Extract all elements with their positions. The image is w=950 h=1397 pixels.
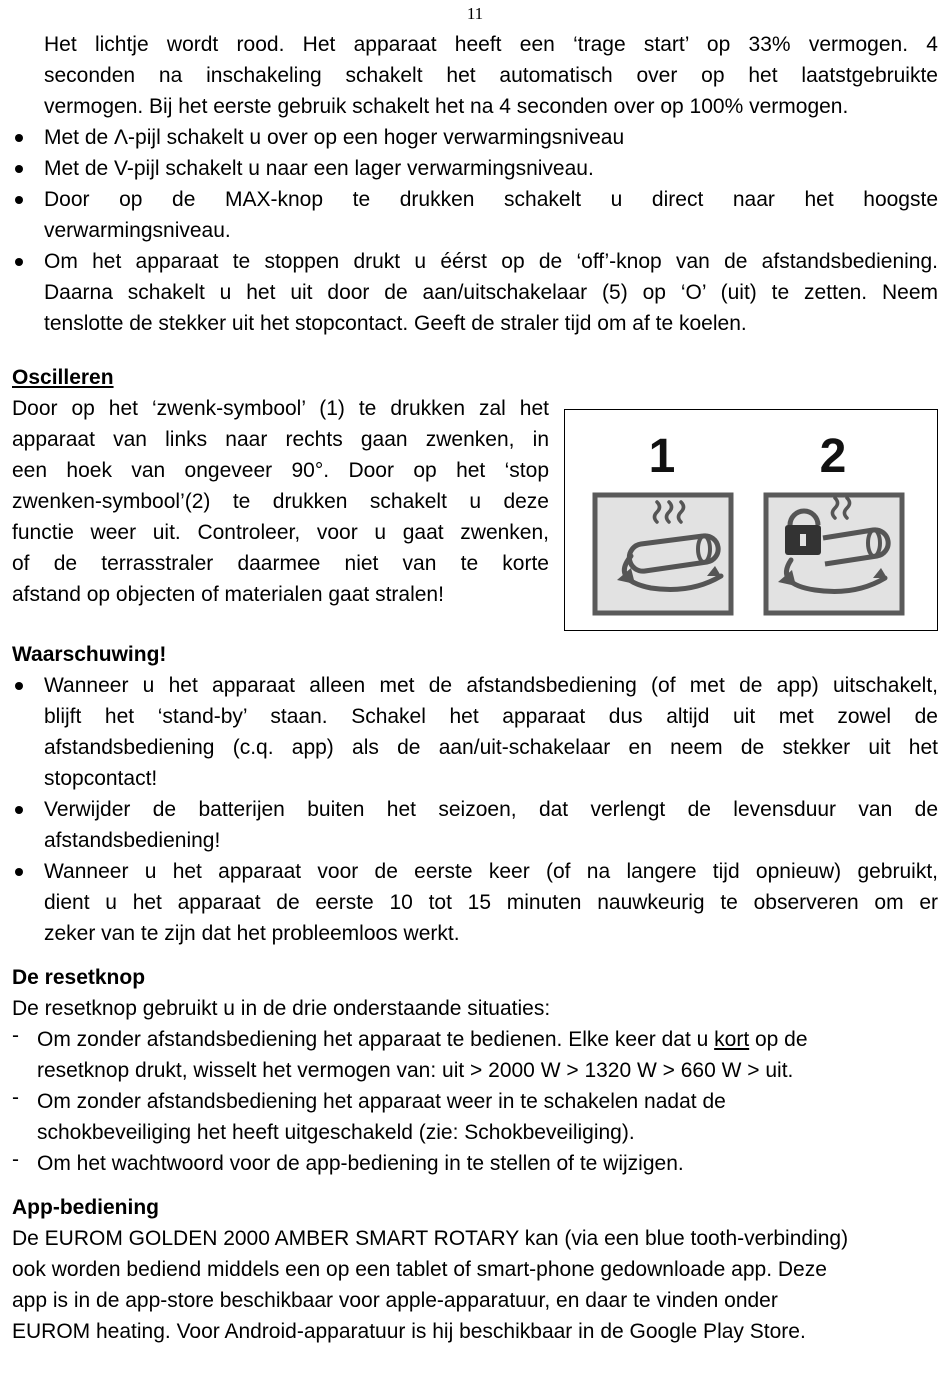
- list-item: [12, 122, 938, 153]
- paragraph-line: zwenken-symbool’(2) te drukken schakelt u deze: [12, 490, 549, 513]
- list-item-text: Verwijder de batterijen buiten het seizoen, dat verlengt de levensduur van de: [44, 798, 938, 821]
- list-item-text: Daarna schakelt u het uit door de aan/uitschakelaar (5) op ‘O’ (uit) te zetten. Neem: [44, 281, 938, 304]
- symbol-label-1: 1: [648, 430, 676, 483]
- list-item: [12, 184, 938, 246]
- page-number: 11: [466, 4, 484, 23]
- list-item-text: zeker van te zijn dat het probleemloos werkt.: [44, 922, 460, 945]
- section-heading: De resetknop: [12, 966, 146, 989]
- list-item: [12, 153, 938, 184]
- list-item-text: Wanneer u het apparaat voor de eerste keer (of na langere tijd opnieuw) gebruikt,: [44, 860, 938, 883]
- list-item: [12, 794, 938, 856]
- intro-line: seconden na inschakeling schakelt het automatisch over op het laatstgebruikte: [44, 64, 938, 87]
- list-item-text: stopcontact!: [44, 767, 158, 790]
- paragraph-line: afstand op objecten of materialen gaat stralen!: [12, 583, 444, 606]
- list-item-text: schokbeveiliging het heeft uitgeschakeld (zie: Schokbeveiliging).: [37, 1121, 635, 1144]
- intro-line: Het lichtje wordt rood. Het apparaat heeft een ‘trage start’ op 33% vermogen. 4: [44, 33, 938, 56]
- list-item: [12, 1024, 938, 1086]
- paragraph-line: een hoek van ongeveer 90°. Door op het ‘stop: [12, 459, 549, 482]
- list-item-text: resetknop drukt, wisselt het vermogen van: uit > 2000 W > 1320 W > 660 W > uit.: [37, 1059, 794, 1082]
- list-item-text: dient u het apparaat de eerste 10 tot 15 minuten nauwkeurig te observeren om er: [44, 891, 938, 914]
- warning-section: [12, 639, 938, 949]
- paragraph-line: of de terrasstraler daarmee niet van te korte: [12, 552, 549, 575]
- paragraph-line: De resetknop gebruikt u in de drie onderstaande situaties:: [12, 997, 551, 1020]
- list-item-text: blijft het ‘stand-by’ staan. Schakel het apparaat dus altijd uit met zowel de: [44, 705, 938, 728]
- list-item-text: afstandsbediening (c.q. app) als de aan/uit-schakelaar en neem de stekker uit het: [44, 736, 938, 759]
- paragraph-line: apparaat van links naar rechts gaan zwenken, in: [12, 428, 549, 451]
- app-control-section: [12, 1192, 938, 1347]
- underlined-word: kort: [714, 1028, 750, 1051]
- list-item-text: Met de Λ-pijl schakelt u over op een hoger verwarmingsniveau: [44, 126, 625, 149]
- text-segment: Om zonder afstandsbediening het apparaat te bedienen. Elke keer dat u: [37, 1028, 715, 1051]
- list-item-text: afstandsbediening!: [44, 829, 221, 852]
- oscillation-symbols-svg: [565, 410, 937, 630]
- stop-oscillate-lock-icon: [766, 495, 902, 613]
- list-item-text: verwarmingsniveau.: [44, 219, 231, 242]
- paragraph-line: ook worden bediend middels een op een tablet of smart-phone gedownloade app. Deze: [12, 1258, 827, 1281]
- list-item-text: Met de V-pijl schakelt u naar een lager verwarmingsniveau.: [44, 157, 594, 180]
- list-item: [12, 1148, 938, 1179]
- section-heading: Waarschuwing!: [12, 643, 167, 666]
- symbol-label-2: 2: [819, 430, 847, 483]
- paragraph-line: functie weer uit. Controleer, voor u gaat zwenken,: [12, 521, 549, 544]
- list-item-text: Door op de MAX-knop te drukken schakelt u direct naar het hoogste: [44, 188, 938, 211]
- paragraph-line: De EUROM GOLDEN 2000 AMBER SMART ROTARY kan (via een blue tooth-verbinding): [12, 1227, 849, 1250]
- reset-button-section: [12, 962, 938, 1179]
- list-item-text: Wanneer u het apparaat alleen met de afstandsbediening (of met de app) uitschakelt,: [44, 674, 938, 697]
- section-heading: App-bediening: [12, 1196, 159, 1219]
- oscillate-icon: [595, 495, 731, 613]
- section-heading: Oscilleren: [12, 366, 114, 389]
- oscilleren-section: [12, 362, 549, 610]
- list-item: [12, 246, 938, 339]
- list-item: [12, 670, 938, 794]
- intro-section: [12, 29, 938, 339]
- list-item-text: Om het apparaat te stoppen drukt u éérst op de ‘off’-knop van de afstandsbediening.: [44, 250, 938, 273]
- list-item-text: tenslotte de stekker uit het stopcontact. Geeft de straler tijd om af te koelen.: [44, 312, 747, 335]
- list-item: [12, 1086, 938, 1148]
- intro-line: vermogen. Bij het eerste gebruik schakelt het na 4 seconden over op 100% vermogen.: [44, 95, 849, 118]
- paragraph-line: EUROM heating. Voor Android-apparatuur is hij beschikbaar in de Google Play Store.: [12, 1320, 806, 1343]
- text-segment: op de: [749, 1028, 808, 1051]
- list-item: [12, 856, 938, 949]
- oscillation-symbols-figure: [564, 409, 938, 631]
- list-item-text: - Om zonder afstandsbediening het apparaat weer in te schakelen nadat de: [37, 1090, 726, 1113]
- paragraph-line: Door op het ‘zwenk-symbool’ (1) te drukken zal het: [12, 397, 549, 420]
- paragraph-line: app is in de app-store beschikbaar voor apple-apparatuur, en daar te vinden onder: [12, 1289, 778, 1312]
- list-item-text: [12, 1024, 938, 1055]
- list-item-text: - Om het wachtwoord voor de app-bediening in te stellen of te wijzigen.: [37, 1152, 684, 1175]
